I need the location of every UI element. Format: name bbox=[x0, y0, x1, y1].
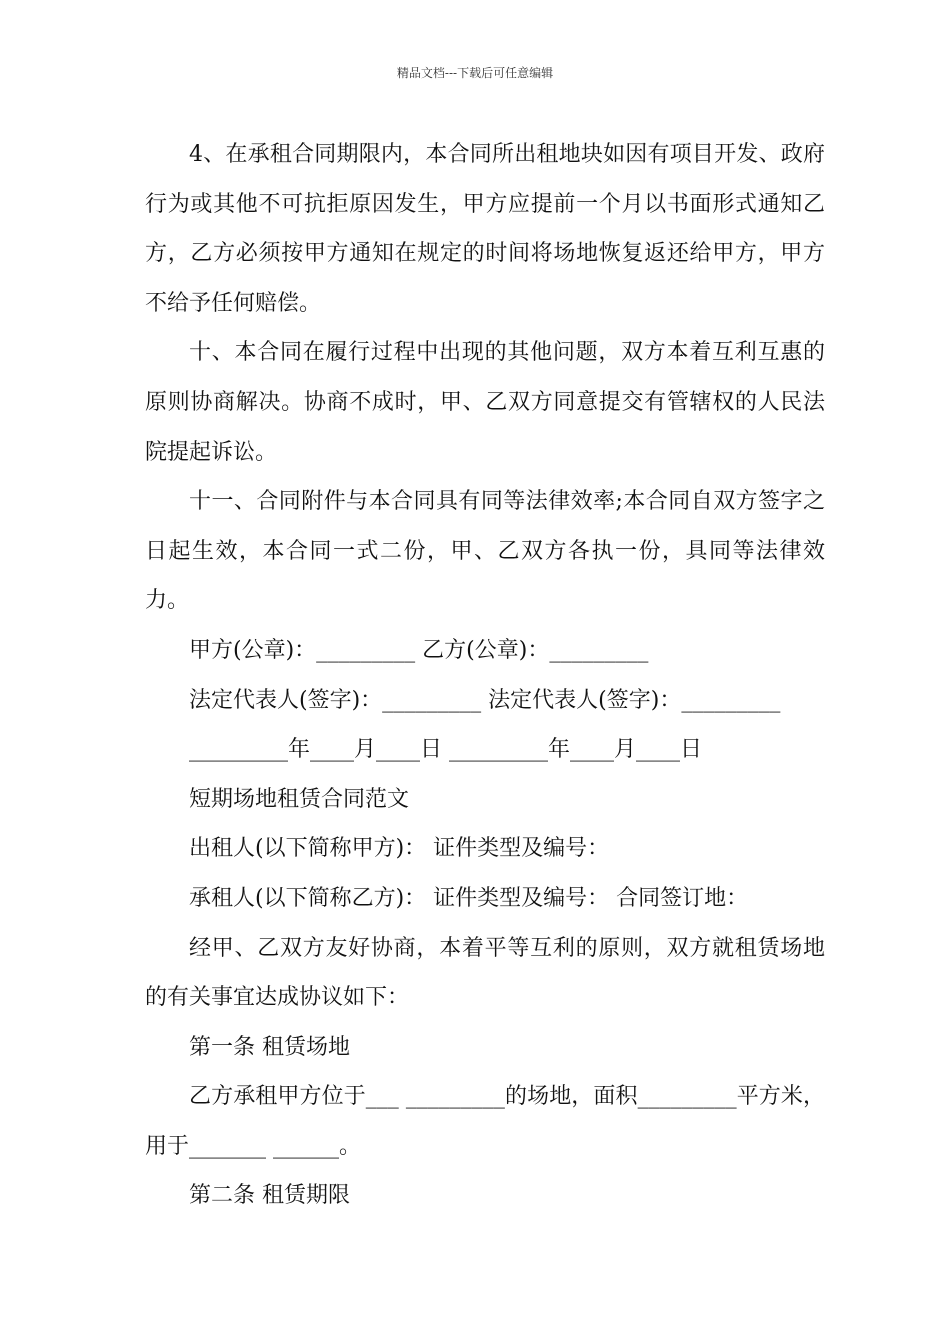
signature-date-line: _________年____月____日 _________年____月____日 bbox=[189, 737, 702, 763]
paragraph-clause-4: 4、在承租合同期限内，本合同所出租地块如因有项目开发、政府行为或其他不可抗拒原因发生，甲方应提前一个月以书面形式通知乙方，乙方必须按甲方通知在规定的时间将场地恢复返还给甲方，甲方不给予任何赔偿。 bbox=[145, 142, 825, 316]
signature-seal-line: 甲方(公章)：_________ 乙方(公章)：_________ bbox=[189, 637, 649, 663]
signature-representative-line: 法定代表人(签字)：_________ 法定代表人(签字)：_________ bbox=[189, 687, 781, 713]
article-1-heading: 第一条 租赁场地 bbox=[189, 1034, 350, 1060]
article-2-heading: 第二条 租赁期限 bbox=[189, 1183, 350, 1209]
lessee-line: 承租人(以下简称乙方)： 证件类型及编号： 合同签订地： bbox=[189, 885, 749, 911]
paragraph-venue-details: 乙方承租甲方位于___ _________的场地，面积_________平方米，用于_______ ______。 bbox=[145, 1084, 825, 1159]
lessor-line: 出租人(以下简称甲方)： 证件类型及编号： bbox=[189, 836, 610, 862]
section-title: 短期场地租赁合同范文 bbox=[189, 786, 410, 812]
page-header: 精品文档---下载后可任意编辑 bbox=[396, 66, 554, 80]
paragraph-agreement-intro: 经甲、乙双方友好协商，本着平等互利的原则，双方就租赁场地的有关事宜达成协议如下： bbox=[145, 935, 825, 1011]
document-body bbox=[145, 130, 825, 1221]
paragraph-article-10: 十、本合同在履行过程中出现的其他问题，双方本着互利互惠的原则协商解决。协商不成时，甲、乙双方同意提交有管辖权的人民法院提起诉讼。 bbox=[145, 340, 825, 465]
paragraph-article-11: 十一、合同附件与本合同具有同等法律效率;本合同自双方签字之日起生效，本合同一式二份，甲、乙双方各执一份，具同等法律效力。 bbox=[145, 489, 825, 614]
